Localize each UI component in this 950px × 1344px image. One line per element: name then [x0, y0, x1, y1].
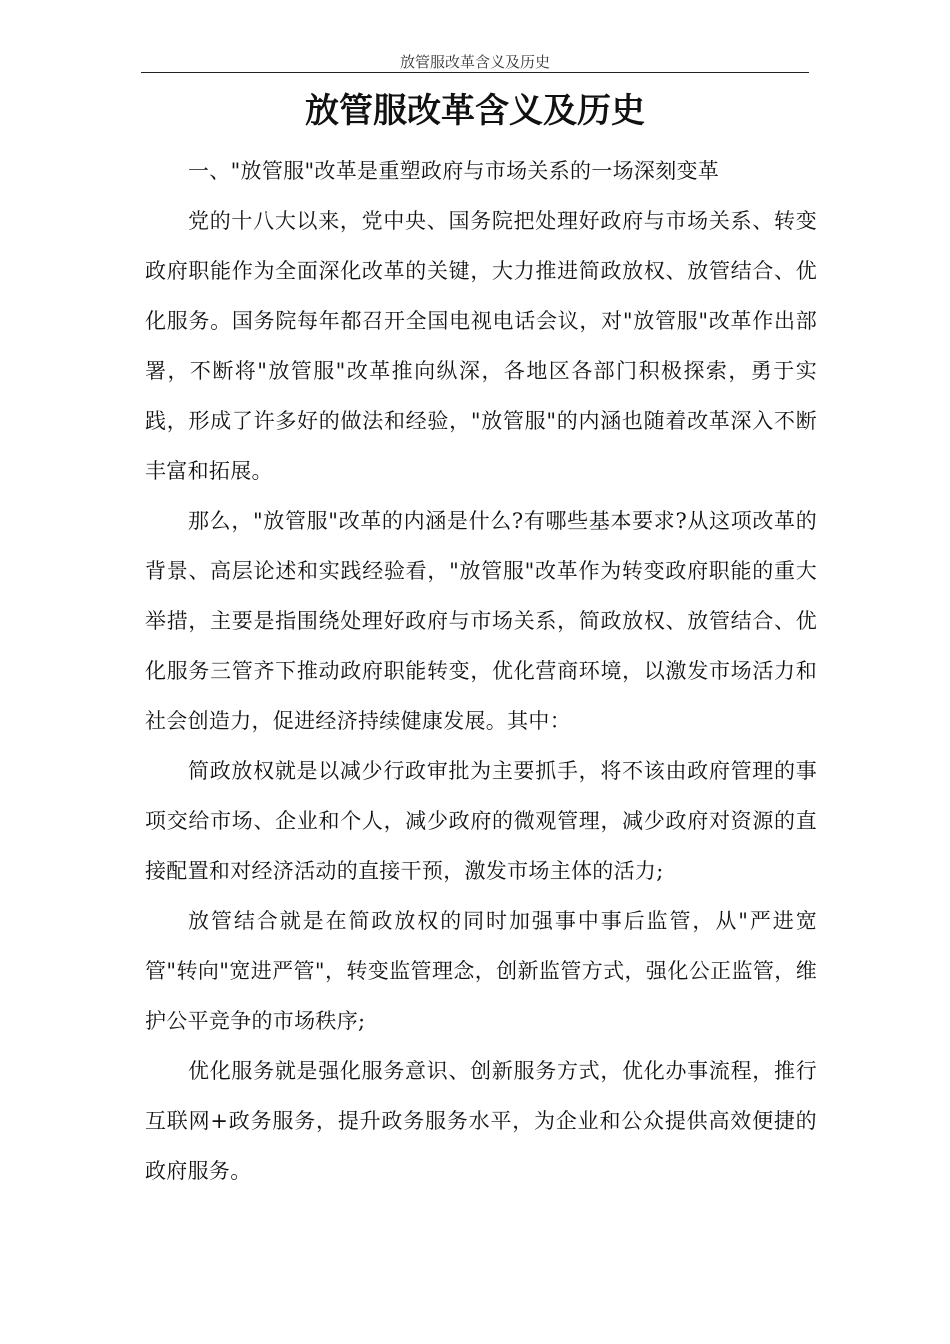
paragraph-connotation: 那么，"放管服"改革的内涵是什么?有哪些基本要求?从这项改革的背景、高层论述和实践经验看，"放管服"改革作为转变政府职能的重大举措，主要是指围绕处理好政府与市场关系，简政放权、放管结合、优化服务三管齐下推动政府职能转变，优化营商环境，以激发市场活力和社会创造力，促进经济持续健康发展。其中：: [145, 509, 817, 733]
paragraph-regulation: 放管结合就是在简政放权的同时加强事中事后监管，从"严进宽管"转向"宽进严管"，转变监管理念，创新监管方式，强化公正监管，维护公平竞争的市场秩序;: [145, 909, 817, 1033]
document-body: [145, 146, 817, 1196]
paragraph-background: 党的十八大以来，党中央、国务院把处理好政府与市场关系、转变政府职能作为全面深化改革的关键，大力推进简政放权、放管结合、优化服务。国务院每年都召开全国电视电话会议，对"放管服"改革作出部署，不断将"放管服"改革推向纵深，各地区各部门积极探索，勇于实践，形成了许多好的做法和经验，"放管服"的内涵也随着改革深入不断丰富和拓展。: [145, 209, 817, 483]
section-heading: 一、"放管服"改革是重塑政府与市场关系的一场深刻变革: [188, 159, 720, 183]
header-rule: [141, 72, 809, 73]
paragraph-service: 优化服务就是强化服务意识、创新服务方式，优化办事流程，推行互联网+政务服务，提升政务服务水平，为企业和公众提供高效便捷的政府服务。: [145, 1059, 817, 1183]
paragraph-decentralization: 简政放权就是以减少行政审批为主要抓手，将不该由政府管理的事项交给市场、企业和个人，减少政府的微观管理，减少政府对资源的直接配置和对经济活动的直接干预，激发市场主体的活力;: [145, 759, 817, 883]
running-header: 放管服改革含义及历史: [399, 53, 550, 71]
document-title: 放管服改革含义及历史: [305, 91, 645, 131]
